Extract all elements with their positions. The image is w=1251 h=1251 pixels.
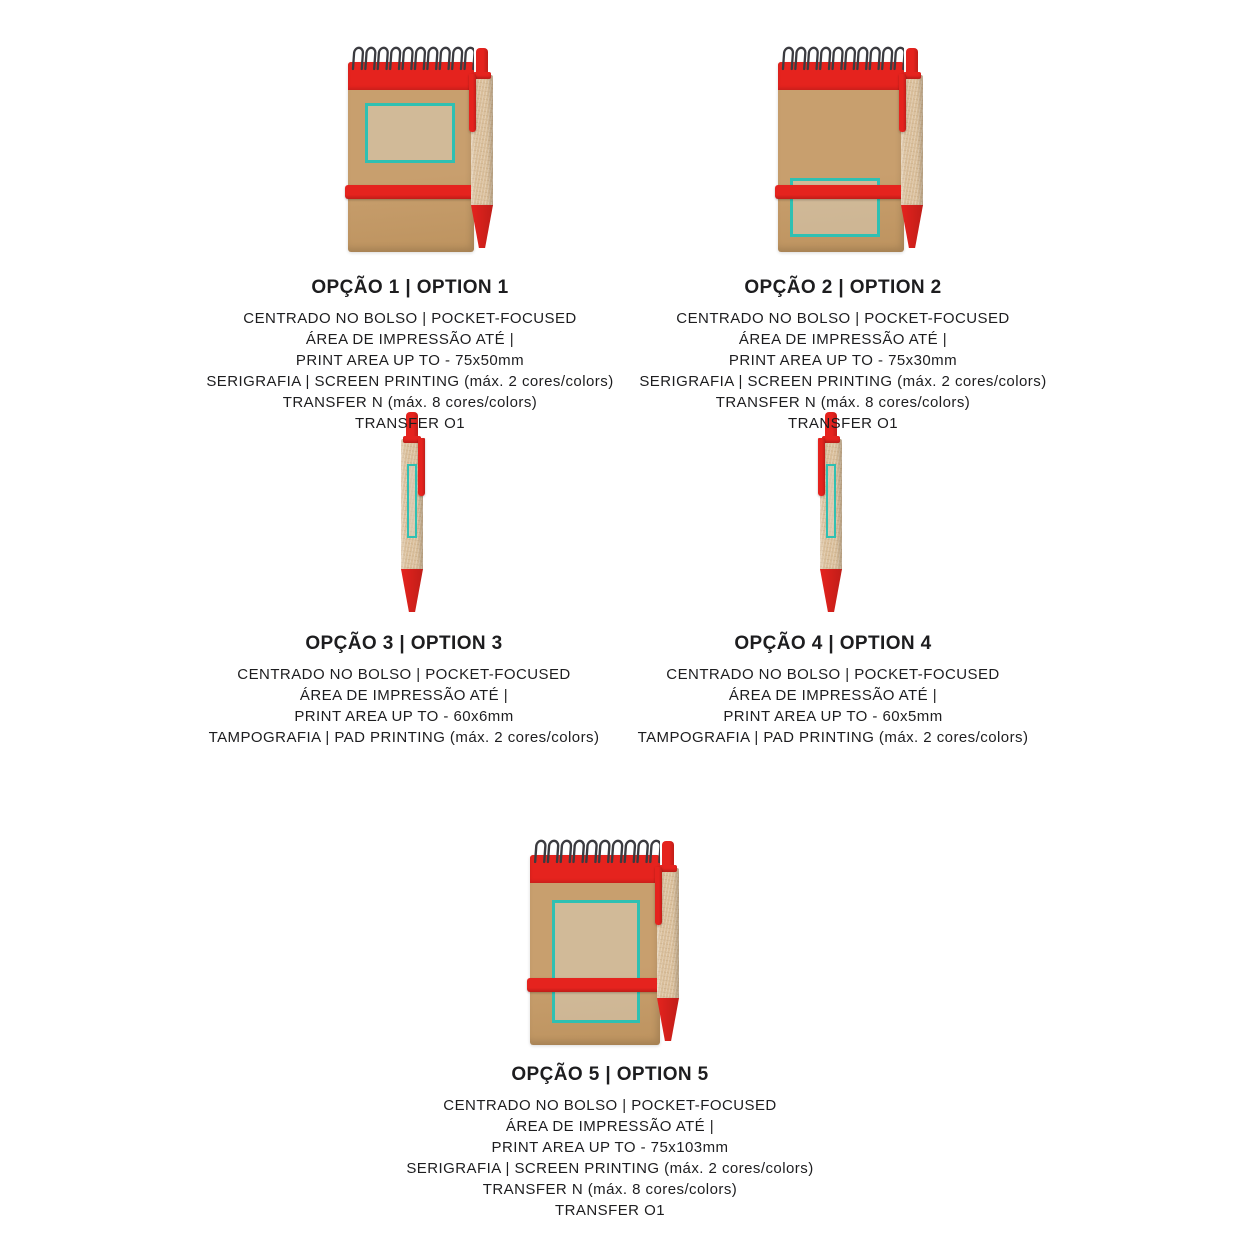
notebook-elastic-band bbox=[527, 978, 663, 992]
spiral-binding-icon bbox=[530, 833, 660, 865]
option-2-title: OPÇÃO 2 | OPTION 2 bbox=[744, 277, 942, 298]
pen-tip bbox=[657, 998, 679, 1041]
option-4-line: TAMPOGRAFIA | PAD PRINTING (máx. 2 cores/colors) bbox=[637, 729, 1029, 746]
option-2-line: SERIGRAFIA | SCREEN PRINTING (máx. 2 cores/colors) bbox=[639, 373, 1047, 390]
pen-push-button bbox=[906, 48, 918, 74]
option-4-line: ÁREA DE IMPRESSÃO ATÉ | bbox=[728, 687, 938, 704]
option-1-line: PRINT AREA UP TO - 75x50mm bbox=[295, 352, 525, 369]
print-area-rect bbox=[552, 900, 640, 1023]
option-1-line: CENTRADO NO BOLSO | POCKET-FOCUSED bbox=[243, 310, 577, 327]
pen-clip bbox=[469, 74, 476, 132]
print-area-rect bbox=[407, 464, 417, 538]
option-1-line: TRANSFER N (máx. 8 cores/colors) bbox=[282, 394, 538, 411]
spiral-binding-icon bbox=[348, 40, 474, 72]
spiral-binding-icon bbox=[778, 40, 904, 72]
option-3-pen-illustration bbox=[400, 412, 424, 612]
option-2-line: TRANSFER O1 bbox=[788, 415, 898, 432]
option-5-title: OPÇÃO 5 | OPTION 5 bbox=[511, 1064, 709, 1085]
pen-push-button bbox=[662, 841, 674, 867]
pen-tip bbox=[820, 569, 842, 612]
print-area-rect bbox=[365, 103, 455, 163]
option-2-line: CENTRADO NO BOLSO | POCKET-FOCUSED bbox=[676, 310, 1010, 327]
option-3-line: TAMPOGRAFIA | PAD PRINTING (máx. 2 cores/colors) bbox=[208, 729, 600, 746]
pen-clip bbox=[899, 74, 906, 132]
option-4-line: CENTRADO NO BOLSO | POCKET-FOCUSED bbox=[666, 666, 1000, 683]
option-4-line: PRINT AREA UP TO - 60x5mm bbox=[723, 708, 943, 725]
option-2-notebook-illustration bbox=[778, 40, 904, 252]
option-5-line: TRANSFER N (máx. 8 cores/colors) bbox=[482, 1181, 738, 1198]
option-5-notebook-illustration bbox=[530, 833, 660, 1045]
notebook-elastic-band bbox=[345, 185, 477, 199]
attached-pen-illustration bbox=[470, 48, 494, 248]
option-5-text-block bbox=[390, 1063, 830, 1221]
option-1-line: ÁREA DE IMPRESSÃO ATÉ | bbox=[305, 331, 515, 348]
option-3-line: CENTRADO NO BOLSO | POCKET-FOCUSED bbox=[237, 666, 571, 683]
pen-clip bbox=[655, 867, 662, 925]
option-2-line: TRANSFER N (máx. 8 cores/colors) bbox=[715, 394, 971, 411]
option-4-title: OPÇÃO 4 | OPTION 4 bbox=[734, 633, 932, 654]
option-5-line: PRINT AREA UP TO - 75x103mm bbox=[491, 1139, 729, 1156]
attached-pen-illustration bbox=[656, 841, 680, 1041]
option-4-text-block bbox=[613, 632, 1053, 748]
attached-pen-illustration bbox=[900, 48, 924, 248]
option-1-notebook-illustration bbox=[348, 40, 474, 252]
pen-clip bbox=[818, 438, 825, 496]
notebook-elastic-band bbox=[775, 185, 907, 199]
option-5-line: SERIGRAFIA | SCREEN PRINTING (máx. 2 cores/colors) bbox=[406, 1160, 814, 1177]
option-3-line: PRINT AREA UP TO - 60x6mm bbox=[294, 708, 514, 725]
option-1-line: TRANSFER O1 bbox=[355, 415, 465, 432]
pen-push-button bbox=[476, 48, 488, 74]
option-5-line: TRANSFER O1 bbox=[555, 1202, 665, 1219]
option-5-line: CENTRADO NO BOLSO | POCKET-FOCUSED bbox=[443, 1097, 777, 1114]
pen-tip bbox=[401, 569, 423, 612]
option-3-line: ÁREA DE IMPRESSÃO ATÉ | bbox=[299, 687, 509, 704]
option-3-title: OPÇÃO 3 | OPTION 3 bbox=[305, 633, 503, 654]
option-4-pen-illustration bbox=[819, 412, 843, 612]
pen-tip bbox=[471, 205, 493, 248]
option-1-line: SERIGRAFIA | SCREEN PRINTING (máx. 2 cores/colors) bbox=[206, 373, 614, 390]
pen-clip bbox=[418, 438, 425, 496]
option-5-line: ÁREA DE IMPRESSÃO ATÉ | bbox=[505, 1118, 715, 1135]
option-1-title: OPÇÃO 1 | OPTION 1 bbox=[311, 277, 509, 298]
print-area-rect bbox=[826, 464, 836, 538]
option-2-line: ÁREA DE IMPRESSÃO ATÉ | bbox=[738, 331, 948, 348]
option-3-text-block bbox=[184, 632, 624, 748]
option-2-line: PRINT AREA UP TO - 75x30mm bbox=[728, 352, 958, 369]
option-2-text-block bbox=[623, 276, 1063, 434]
option-1-text-block bbox=[190, 276, 630, 434]
pen-tip bbox=[901, 205, 923, 248]
